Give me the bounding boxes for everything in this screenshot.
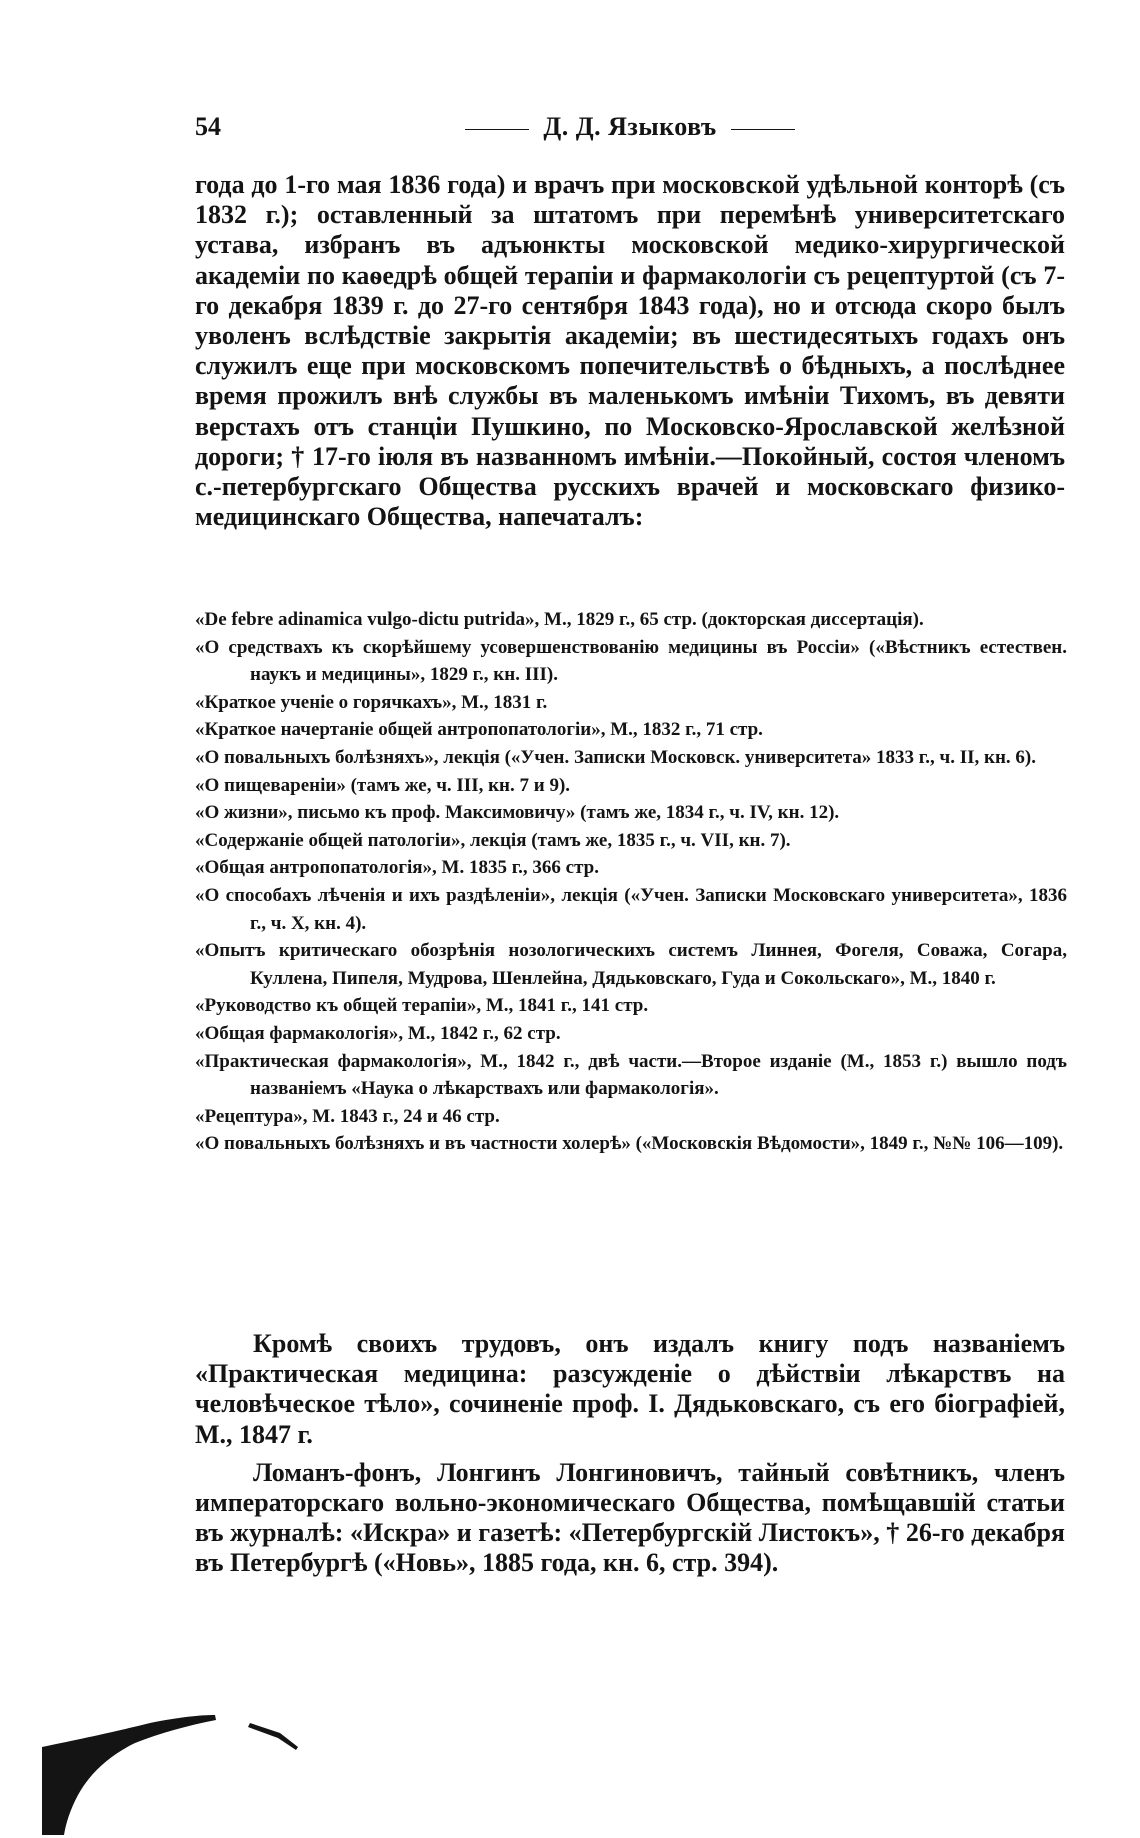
bibliography-entry: «О жизни», письмо къ проф. Максимовичу» (тамъ же, 1834 г., ч. IV, кн. 12). <box>195 802 840 824</box>
page-header <box>195 112 1065 146</box>
bibliography-entry: «De febre adinamica vulgo-dictu putrida», М., 1829 г., 65 стр. (докторская диссертація). <box>195 609 924 630</box>
scan-artifact-stroke <box>248 1723 298 1750</box>
bibliography-entry: «Общая фармакологія», М., 1842 г., 62 стр. <box>195 1022 561 1044</box>
scan-artifact-blot <box>42 1715 216 1835</box>
bibliography-entry: «О повальныхъ болѣзняхъ и въ частности холерѣ» («Московскія Вѣдомости», 1849 г., №№ 106—109). <box>195 1133 1064 1155</box>
title-rule-left <box>465 129 529 130</box>
bibliography-list <box>195 606 1067 1158</box>
bibliography-entry: «О повальныхъ болѣзняхъ», лекція («Учен. Записки Московск. университета» 1833 г., ч. II, кн. 6). <box>195 746 1037 768</box>
closing-paragraph-loman: Ломанъ-фонъ, Лонгинъ Лонгиновичъ, тайный совѣтникъ, членъ императорскаго вольно-экономическаго Общества, помѣщавшій статьи въ журналѣ: «Искра» и газетѣ: «Петербургскій Листокъ», † 26-го декабря въ Петербургѣ («Новь», 1885 года, кн. 6, стр. 394). <box>195 1457 1065 1578</box>
bibliography-entry: «О средствахъ къ скорѣйшему усовершенствованію медицины въ Россіи» («Вѣстникъ естествен. наукъ и медицины», 1829 г., кн. III). <box>195 636 1067 686</box>
running-title-text: Д. Д. Языковъ <box>543 112 717 141</box>
bibliography-entry: «Общая антропопатологія», М. 1835 г., 366 стр. <box>195 857 599 879</box>
closing-paragraph-works: Кромѣ своихъ трудовъ, онъ издалъ книгу подъ названіемъ «Практическая медицина: разсужденіе о дѣйствіи лѣкарствъ на человѣческое тѣло», сочиненіе проф. I. Дядьковскаго, съ его біографіей, М., 1847 г. <box>195 1329 1065 1449</box>
bibliography-entry: «Краткое ученіе о горячкахъ», М., 1831 г. <box>195 691 548 713</box>
scan-artifact <box>40 1695 300 1835</box>
bibliography-entry: «О способахъ лѣченія и ихъ раздѣленіи», лекція («Учен. Записки Московскаго университета», 1836 г., ч. X, кн. 4). <box>195 884 1067 934</box>
running-title <box>195 112 1065 142</box>
closing-section <box>195 1329 1065 1579</box>
bibliography-entry: «О пищевареніи» (тамъ же, ч. III, кн. 7 и 9). <box>195 774 571 796</box>
page-number: 54 <box>195 112 221 141</box>
bibliography-entry: «Руководство къ общей терапіи», М., 1841 г., 141 стр. <box>195 995 649 1017</box>
bibliography-entry: «Опытъ критическаго обозрѣнія нозологическихъ системъ Линнея, Фогеля, Соважа, Согара, Куллена, Пипеля, Мудрова, Шенлейна, Дядьковскаго, Гуда и Сокольскаго», М., 1840 г. <box>195 940 1067 989</box>
bibliography-entry: «Рецептура», М. 1843 г., 24 и 46 стр. <box>195 1105 500 1127</box>
bibliography-entry: «Краткое начертаніе общей антропопатологіи», М., 1832 г., 71 стр. <box>195 719 763 741</box>
title-rule-right <box>731 129 795 130</box>
bibliography-entry: «Содержаніе общей патологіи», лекція (тамъ же, 1835 г., ч. VII, кн. 7). <box>195 829 791 851</box>
bibliography-entry: «Практическая фармакологія», М., 1842 г., двѣ части.—Второе изданіе (М., 1853 г.) вышло подъ названіемъ «Наука о лѣкарствахъ или фармакологія». <box>195 1050 1067 1100</box>
intro-paragraph: года до 1-го мая 1836 года) и врачъ при московской удѣльной конторѣ (съ 1832 г.); оставленный за штатомъ при перемѣнѣ университетскаго устава, избранъ въ адъюнкты московской медико-хирургической академіи по каѳедрѣ общей терапіи и фармакологіи съ рецептуртой (съ 7-го декабря 1839 г. до 27-го сентября 1843 года), но и отсюда скоро былъ уволенъ вслѣдствіе закрытія академіи; въ шестидесятыхъ годахъ онъ служилъ еще при московскомъ попечительствѣ о бѣдныхъ, а послѣднее время прожилъ внѣ службы въ маленькомъ имѣніи Тихомъ, въ девяти верстахъ отъ станціи Пушкино, по Московско-Ярославской желѣзной дороги; † 17-го іюля въ названномъ имѣніи.—Покойный, состоя членомъ с.-петербургскаго Общества русскихъ врачей и московскаго физико-медицинскаго Общества, напечаталъ: <box>195 170 1065 532</box>
